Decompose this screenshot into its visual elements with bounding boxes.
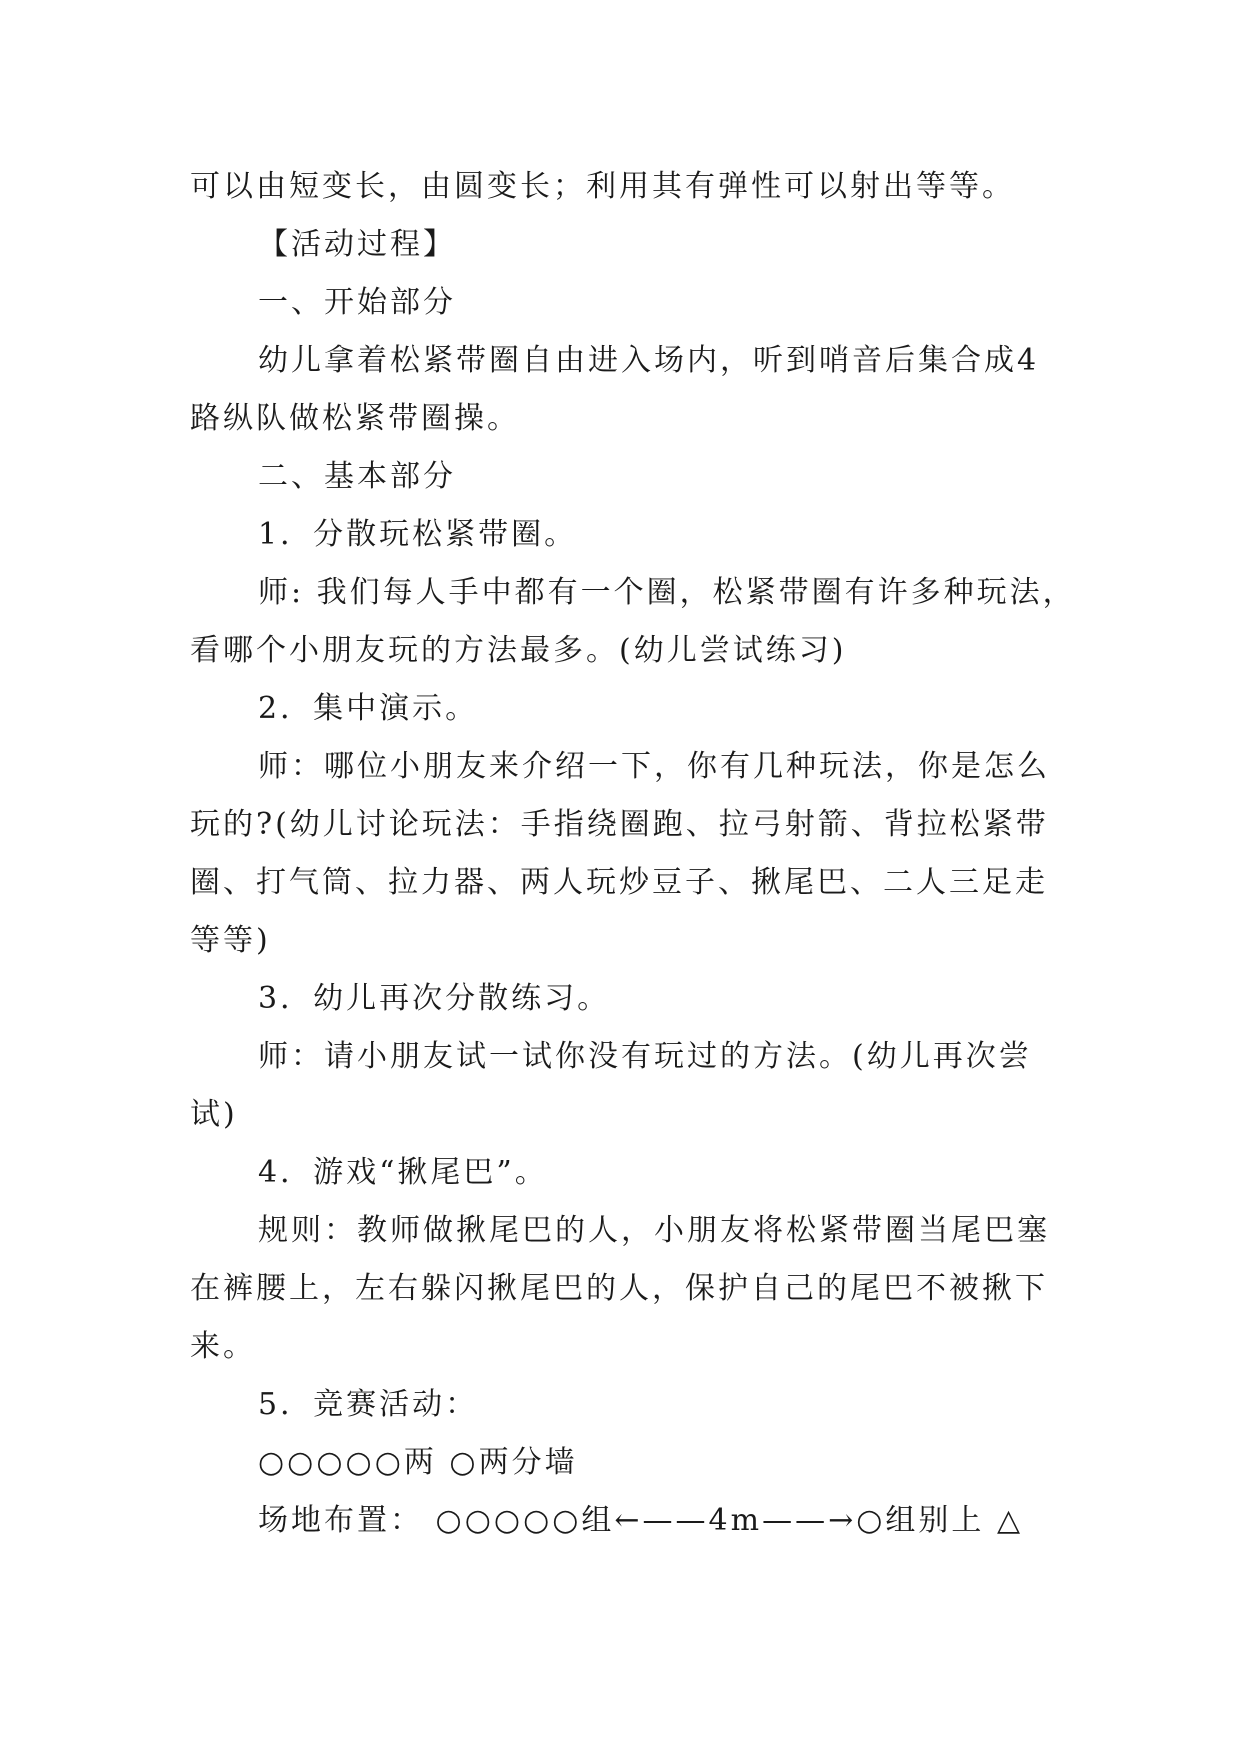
text-line: 圈、打气筒、拉力器、两人玩炒豆子、揪尾巴、二人三足走: [190, 865, 1048, 900]
diagram-line: 场地布置： ○○○○○组←——4m——→○组别上 △: [258, 1503, 1024, 1538]
text-line: 师: 我们每人手中都有一个圈，松紧带圈有许多种玩法，: [258, 575, 1076, 610]
diagram-line: ○○○○○两 ○两分墙: [258, 1445, 578, 1480]
text-line: 玩的?(幼儿讨论玩法：手指绕圈跑、拉弓射箭、背拉松紧带: [190, 807, 1049, 842]
text-line: 来。: [190, 1329, 256, 1364]
text-line: 规则：教师做揪尾巴的人，小朋友将松紧带圈当尾巴塞: [258, 1213, 1050, 1248]
list-item: 5．竞赛活动：: [258, 1387, 479, 1422]
list-item: 1．分散玩松紧带圈。: [258, 517, 578, 552]
text-line: 师：请小朋友试一试你没有玩过的方法。(幼儿再次尝: [258, 1039, 1032, 1074]
subsection-heading: 二、基本部分: [258, 459, 456, 494]
list-item: 3．幼儿再次分散练习。: [258, 981, 611, 1016]
section-heading: 【活动过程】: [258, 227, 456, 262]
text-line: 可以由短变长，由圆变长；利用其有弹性可以射出等等。: [190, 169, 1015, 204]
text-line: 试): [190, 1097, 238, 1132]
text-line: 师：哪位小朋友来介绍一下，你有几种玩法，你是怎么: [258, 749, 1050, 784]
text-line: 路纵队做松紧带圈操。: [190, 401, 520, 436]
list-item: 2．集中演示。: [258, 691, 479, 726]
text-line: 在裤腰上，左右躲闪揪尾巴的人，保护自己的尾巴不被揪下: [190, 1271, 1048, 1306]
subsection-heading: 一、开始部分: [258, 285, 456, 320]
text-line: 幼儿拿着松紧带圈自由进入场内，听到哨音后集合成4: [258, 343, 1040, 378]
list-item: 4．游戏“揪尾巴”。: [258, 1155, 548, 1190]
text-line: 看哪个小朋友玩的方法最多。(幼儿尝试练习): [190, 633, 847, 668]
text-line: 等等): [190, 923, 271, 958]
